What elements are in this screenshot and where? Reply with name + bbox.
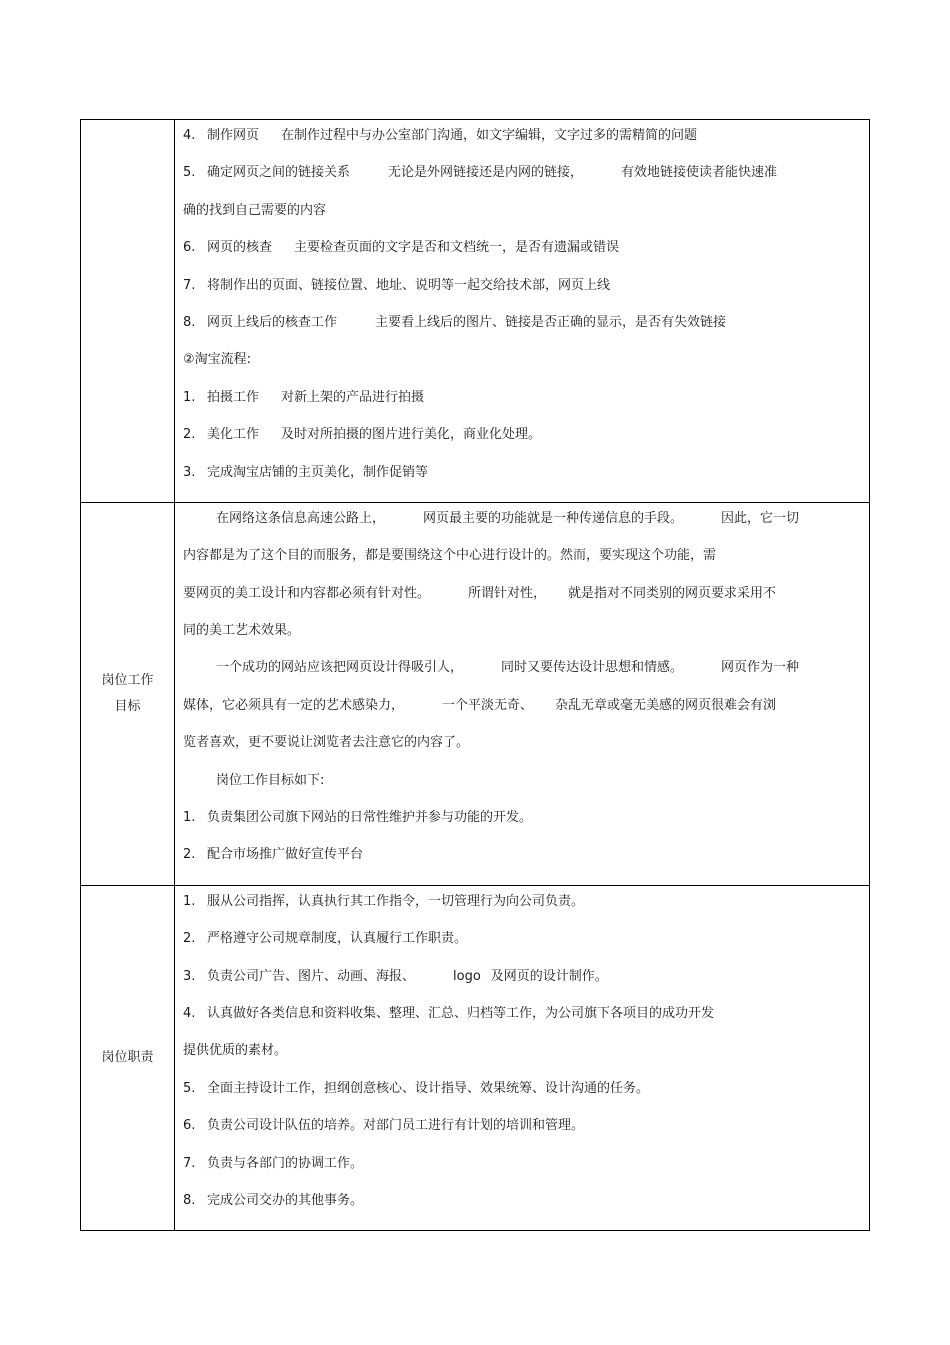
paragraph-line: 一个成功的网站应该把网页设计得吸引人， 同时又要传达设计思想和情感。 网页作为一种	[216, 660, 800, 676]
job-description-table	[80, 119, 870, 1231]
table-row-job-goal	[81, 502, 870, 885]
paragraph-line: 同的美工艺术效果。	[183, 623, 301, 639]
paragraph-line: 览者喜欢，更不要说让浏览者去注意它的内容了。	[183, 735, 470, 751]
paragraph-line: 媒体，它必须具有一定的艺术感染力， 一个平淡无奇、 杂乱无章或毫无美感的网页很难会有浏	[183, 697, 777, 713]
job-duties-content	[175, 885, 870, 1231]
list-item: 6. 负责公司设计队伍的培养。对部门员工进行有计划的培训和管理。	[183, 1118, 585, 1134]
row-label-job-duties: 岗位职责	[81, 885, 175, 1231]
row-label-job-goal: 岗位工作 目标	[81, 502, 175, 885]
list-item: 8. 完成公司交办的其他事务。	[183, 1192, 364, 1208]
paragraph-line: 岗位工作目标如下:	[216, 772, 325, 788]
table-row-job-duties	[81, 885, 870, 1231]
list-item: 2. 美化工作 及时对所拍摄的图片进行美化，商业化处理。	[183, 427, 542, 443]
list-item-continuation: 确的找到自己需要的内容	[183, 202, 327, 218]
list-item: 7. 将制作出的页面、链接位置、地址、说明等一起交给技术部，网页上线	[183, 277, 611, 293]
list-item: 6. 网页的核查 主要检查页面的文字是否和文档统一，是否有遗漏或错误	[183, 240, 620, 256]
list-item: 2. 严格遵守公司规章制度，认真履行工作职责。	[183, 931, 468, 947]
paragraph-line: 内容都是为了这个目的而服务，都是要围绕这个中心进行设计的。然而，要实现这个功能，需	[183, 548, 717, 564]
paragraph-line: 在网络这条信息高速公路上， 网页最主要的功能就是一种传递信息的手段。 因此，它一切	[216, 510, 800, 526]
web-process-content	[175, 120, 870, 503]
list-item: 1. 负责集团公司旗下网站的日常性维护并参与功能的开发。	[183, 810, 533, 826]
table-row-web-process	[81, 120, 870, 503]
list-item: 7. 负责与各部门的协调工作。	[183, 1155, 364, 1171]
list-item: 5. 全面主持设计工作，担纲创意核心、设计指导、效果统筹、设计沟通的任务。	[183, 1080, 650, 1096]
list-item: 3. 完成淘宝店铺的主页美化，制作促销等	[183, 464, 429, 480]
list-item: 8. 网页上线后的核查工作 主要看上线后的图片、链接是否正确的显示，是否有失效链接	[183, 314, 727, 330]
list-item: 4. 制作网页 在制作过程中与办公室部门沟通，如文字编辑，文字过多的需精简的问题	[183, 128, 698, 143]
list-item: 2. 配合市场推广做好宣传平台	[183, 847, 364, 863]
list-item: 5. 确定网页之间的链接关系 无论是外网链接还是内网的链接， 有效地链接使读者能快速准	[183, 165, 778, 181]
list-item: 1. 服从公司指挥，认真执行其工作指令，一切管理行为向公司负责。	[183, 893, 585, 909]
list-item: 1. 拍摄工作 对新上架的产品进行拍摄	[183, 389, 425, 405]
job-goal-content	[175, 502, 870, 885]
row-label-empty	[81, 120, 175, 503]
paragraph-line: 要网页的美工设计和内容都必须有针对性。 所谓针对性， 就是指对不同类别的网页要求采用不	[183, 585, 777, 601]
list-item: 3. 负责公司广告、图片、动画、海报、 logo 及网页的设计制作。	[183, 968, 608, 984]
section-heading-taobao: ②淘宝流程:	[183, 352, 252, 368]
list-item: 4. 认真做好各类信息和资料收集、整理、汇总、归档等工作，为公司旗下各项目的成功开发	[183, 1005, 715, 1021]
list-item-continuation: 提供优质的素材。	[183, 1043, 288, 1059]
